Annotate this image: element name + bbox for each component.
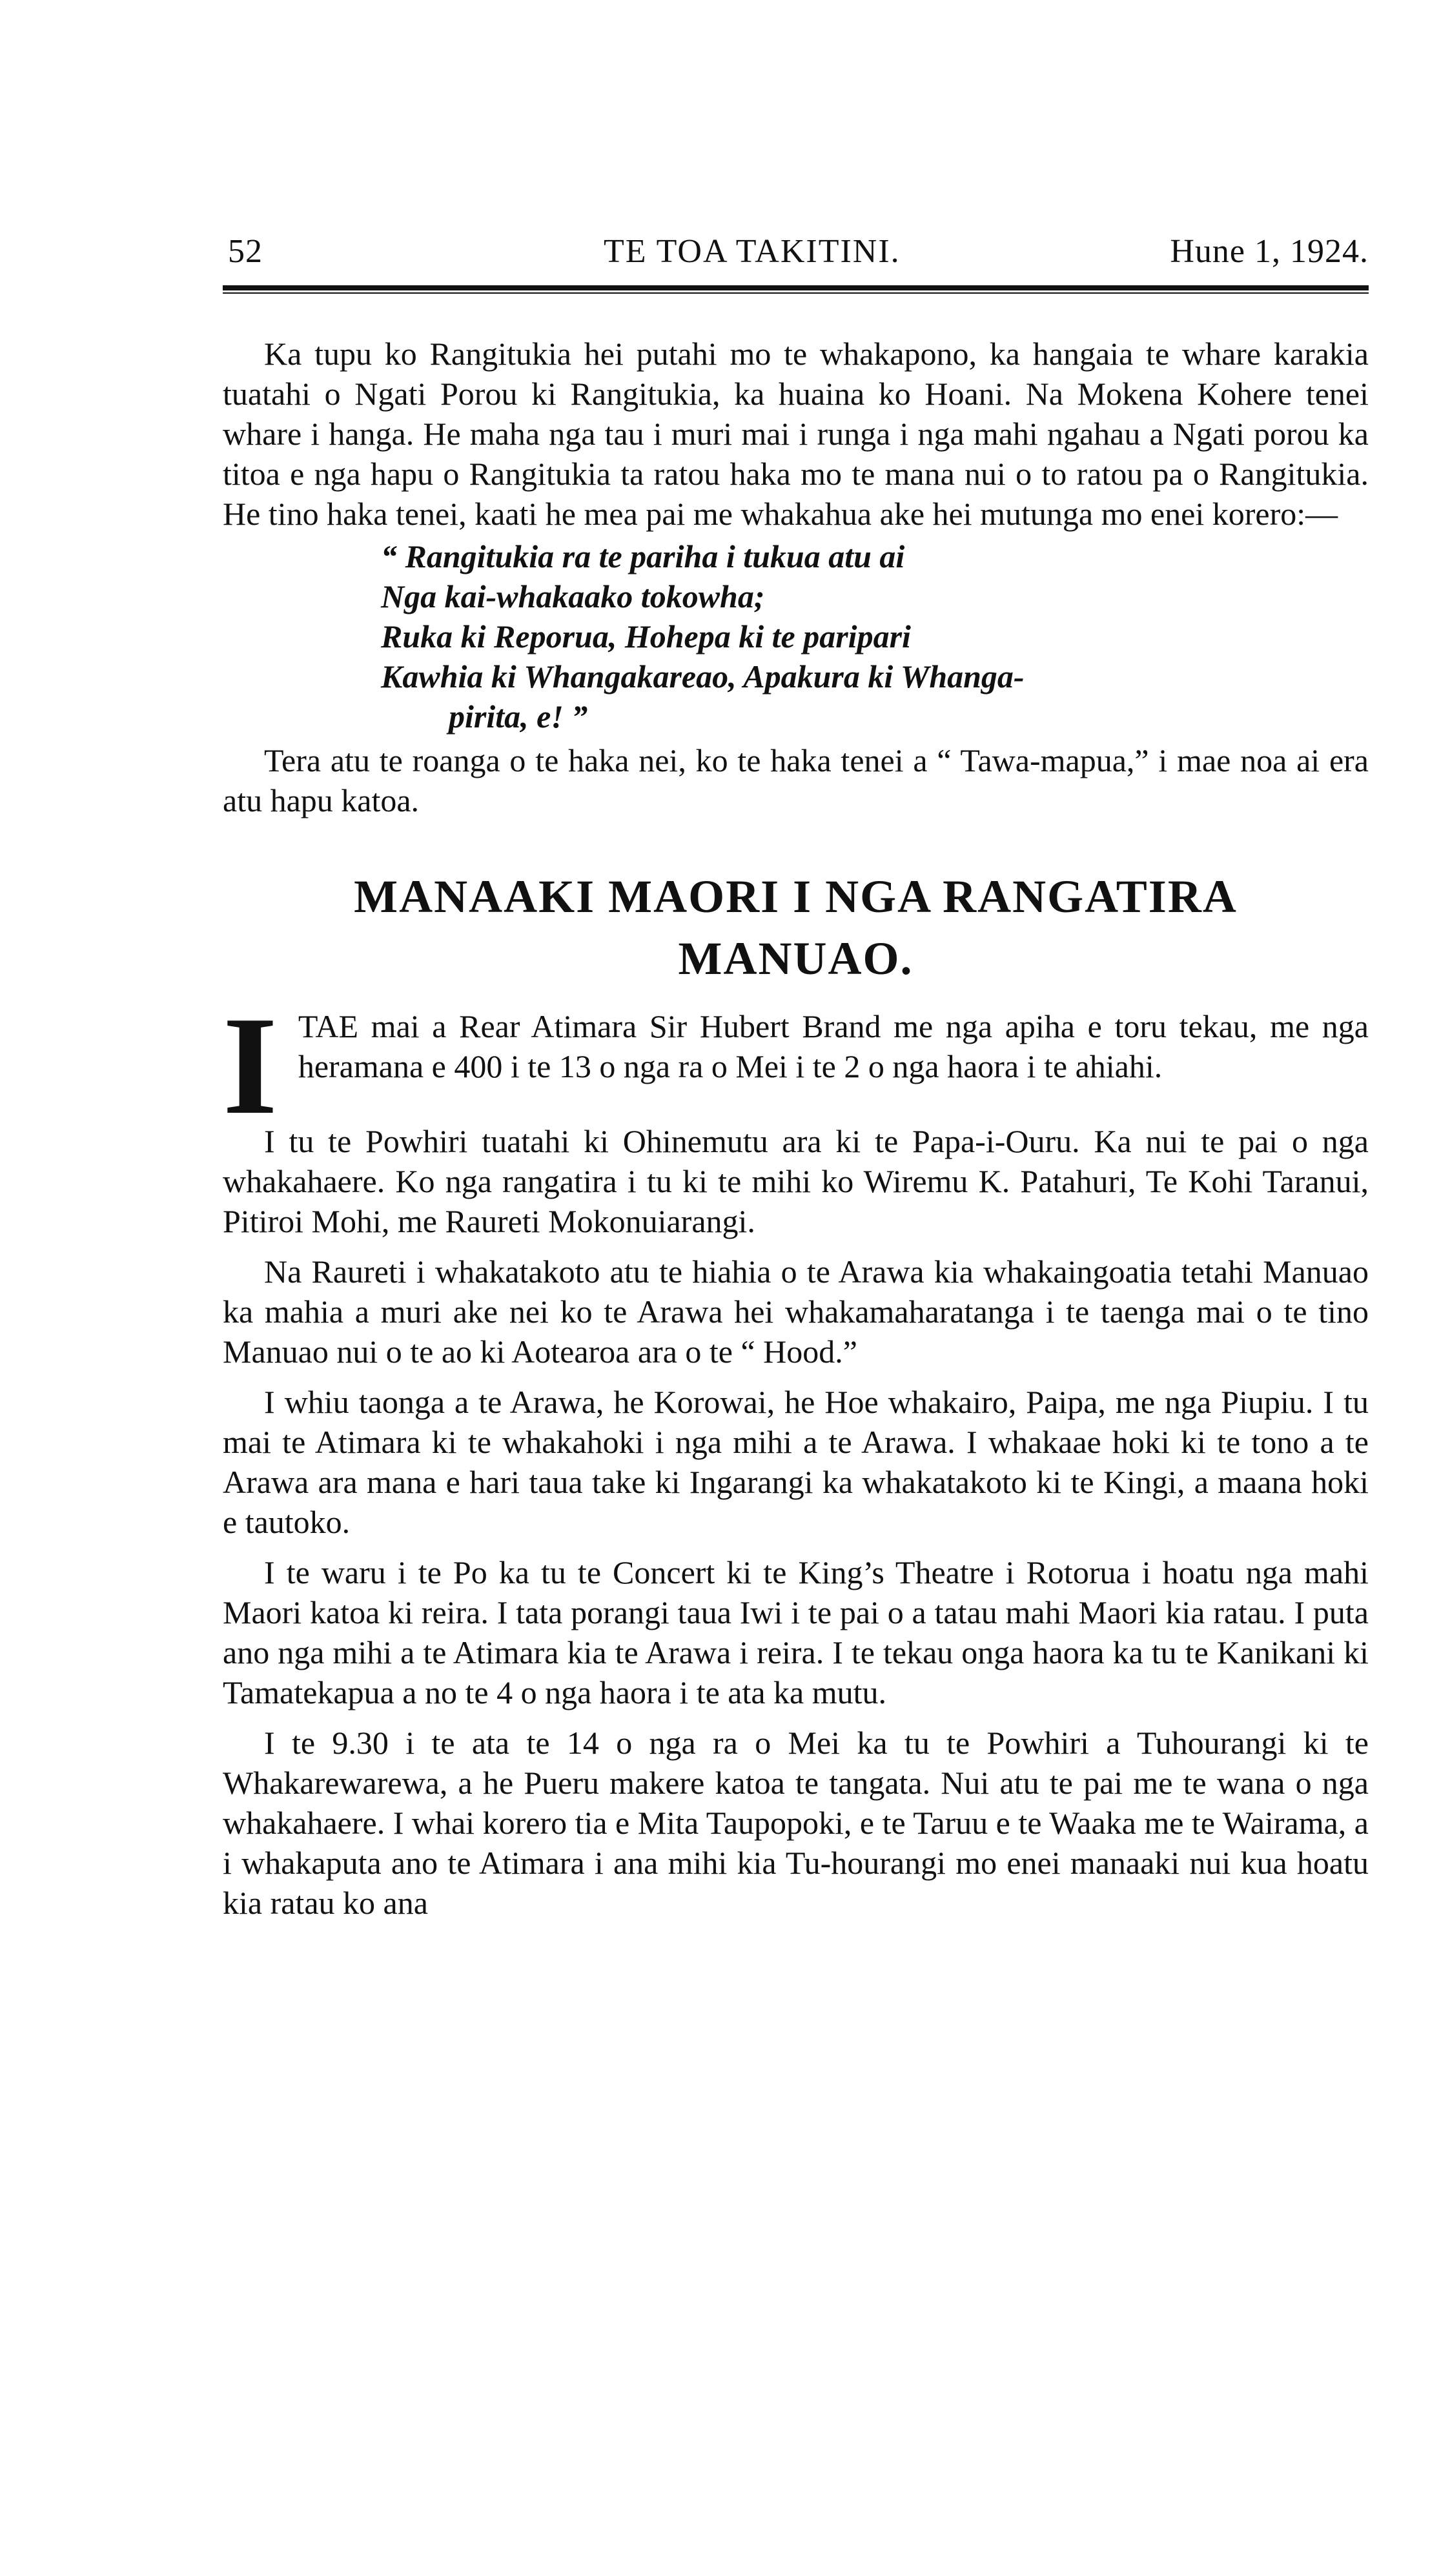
heading-line-2: MANUAO. xyxy=(678,933,914,984)
opening-paragraph-text: TAE mai a Rear Atimara Sir Hubert Brand me nga apiha e toru tekau, me nga heramana e 400 i te 13 o nga ra o Mei i te 2 o nga haora i te ahiahi. xyxy=(298,1008,1369,1084)
intro-paragraph: Ka tupu ko Rangitukia hei putahi mo te whakapono, ka hangaia te whare karakia tuatahi o Ngati Porou ki Rangitukia, ka huaina ko Hoani. Na Mokena Kohere tenei whare i hanga. He maha nga tau i muri mai i runga i nga mahi ngahau a Ngati porou ka titoa e nga hapu o Rangitukia ta ratou haka mo te mana nui o to ratou pa o Rangitukia. He tino haka tenei, kaati he mea pai me whakahua ake hei mutunga mo enei korero:— xyxy=(223,336,1369,532)
verse-line: “ Rangitukia ra te pariha i tukua atu ai xyxy=(381,538,905,574)
page xyxy=(223,232,1369,1933)
article-paragraph: I te 9.30 i te ata te 14 o nga ra o Mei ka tu te Powhiri a Tuhourangi ki te Whakarewarewa, a he Pueru makere katoa te tangata. Nui atu te pai me te wana o nga whakahaere. I whai korero tia e Mita Taupopoki, e te Taruu e te Waaka me te Wairama, a i whakaputa ano te Atimara i ana mihi kia Tu-hourangi mo enei manaaki nui kua hoatu kia ratau ko ana xyxy=(223,1725,1369,1921)
intro-section xyxy=(223,334,1369,820)
header-rule-thin xyxy=(223,292,1369,294)
haka-verse xyxy=(223,536,1369,736)
heading-line-1: MANAAKI MAORI I NGA RANGATIRA xyxy=(354,871,1238,922)
publication-title: TE TOA TAKITINI. xyxy=(604,233,901,270)
article-paragraph: I whiu taonga a te Arawa, he Korowai, he Hoe whakairo, Paipa, me nga Piupiu. I tu mai te Atimara ki te whakahoki i nga mihi a te Arawa. I whakaae hoki ki te tono a te Arawa ara mana e hari taua take ki Ingarangi ka whakatakoto ki te Kingi, a maana hoki e tautoko. xyxy=(223,1384,1369,1540)
article-paragraph: I tu te Powhiri tuatahi ki Ohinemutu ara ki te Papa-i-Ouru. Ka nui te pai o nga whakahaere. Ko nga rangatira i tu ki te mihi ko Wiremu K. Patahuri, Te Kohi Taranui, Pitiroi Mohi, me Raureti Mokonuiarangi. xyxy=(223,1123,1369,1239)
article-paragraph: I te waru i te Po ka tu te Concert ki te King’s Theatre i Rotorua i hoatu nga mahi Maori katoa ki reira. I tata porangi taua Iwi i te pai o a tatau mahi Maori kia ratau. I puta ano nga mihi a te Atimara kia te Arawa i reira. I te tekau onga haora ka tu te Kanikani ki Tamatekapua a no te 4 o nga haora i te ata ka mutu. xyxy=(223,1554,1369,1710)
after-verse-paragraph: Tera atu te roanga o te haka nei, ko te haka tenei a “ Tawa-mapua,” i mae noa ai era atu hapu katoa. xyxy=(223,742,1369,818)
opening-paragraph xyxy=(223,988,1369,1144)
article-paragraph: Na Raureti i whakatakoto atu te hiahia o te Arawa kia whakaingoatia tetahi Manuao ka mahia a muri ake nei ko te Arawa hei whakamaharatanga i te taenga mai o te tino Manuao nui o te ao ki Aotearoa ara o te “ Hood.” xyxy=(223,1253,1369,1370)
verse-line: Kawhia ki Whangakareao, Apakura ki Whanga- xyxy=(381,658,1025,695)
drop-cap: I xyxy=(223,988,278,1144)
running-header xyxy=(223,232,1369,275)
issue-date: Hune 1, 1924. xyxy=(1170,233,1369,270)
page-number: 52 xyxy=(228,233,263,270)
header-rule xyxy=(223,285,1369,290)
article-body xyxy=(223,988,1369,1923)
article-heading xyxy=(223,866,1369,989)
verse-line: pirita, e! ” xyxy=(449,698,588,735)
verse-line: Ruka ki Reporua, Hohepa ki te paripari xyxy=(381,618,911,654)
verse-line: Nga kai-whakaako tokowha; xyxy=(381,578,765,614)
